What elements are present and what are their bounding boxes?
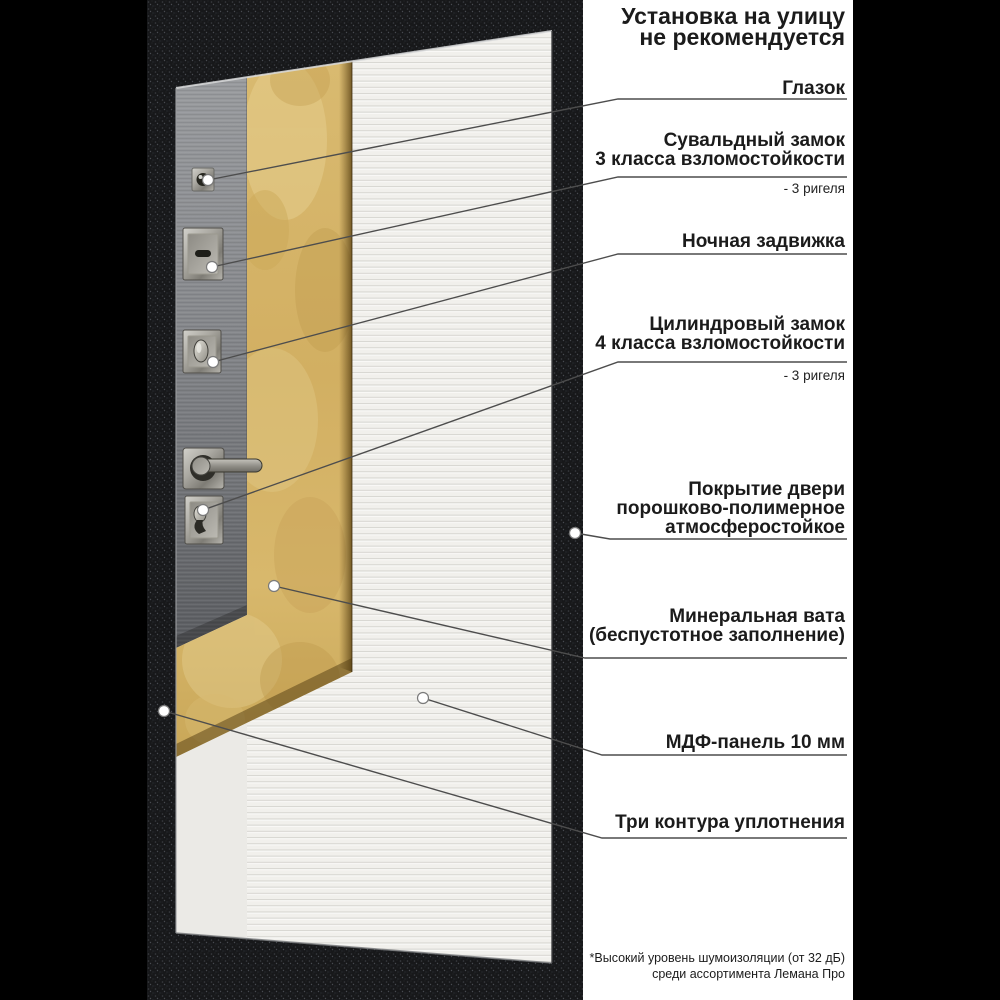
callout-peephole-text: Глазок — [782, 78, 845, 99]
mdf-panel-flat-margin — [176, 722, 247, 937]
marker-dot-seals — [159, 706, 170, 717]
marker-dot-coating — [570, 528, 581, 539]
marker-dot-mdf-panel — [418, 693, 429, 704]
callout-mineral-wool-text: Минеральная вата — [669, 606, 845, 627]
callout-cylinder-lock-text: 4 класса взломостойкости — [595, 333, 845, 354]
footnote-line1: *Высокий уровень шумоизоляции (от 32 дБ) — [589, 951, 845, 965]
callout-suvald-lock-text: Сувальдный замок — [663, 130, 845, 151]
callout-peephole — [782, 79, 845, 98]
callout-mineral-wool-text: (беспустотное заполнение) — [588, 625, 845, 646]
callout-coating-text: Покрытие двери — [688, 479, 845, 500]
callout-night-latch-text: Ночная задвижка — [681, 231, 845, 252]
marker-dot-peephole — [203, 175, 214, 186]
page-title — [621, 3, 845, 50]
footnote — [590, 950, 845, 982]
footnote-line2: среди ассортимента Лемана Про — [652, 967, 845, 981]
cylinder-lock — [185, 496, 223, 544]
callout-seals — [615, 813, 845, 832]
callout-cylinder-lock-note: - 3 ригеля — [783, 368, 845, 383]
callout-coating — [616, 480, 845, 537]
callout-suvald-lock-note: - 3 ригеля — [783, 181, 845, 196]
marker-dot-mineral-wool — [269, 581, 280, 592]
callout-coating-text: атмосферостойкое — [665, 517, 845, 538]
callout-night-latch — [682, 232, 845, 251]
callout-mdf-panel-text: МДФ-панель 10 мм — [665, 732, 845, 753]
callout-suvald-lock — [595, 131, 845, 169]
marker-dot-suvald-lock — [207, 262, 218, 273]
page-title-line2: не рекомендуется — [639, 24, 845, 50]
callout-coating-text: порошково-полимерное — [616, 498, 845, 519]
callout-seals-text: Три контура уплотнения — [615, 812, 845, 833]
callout-mdf-panel — [666, 733, 845, 752]
callout-cylinder-lock-text: Цилиндровый замок — [649, 314, 845, 335]
page-title-line1: Установка на улицу — [621, 3, 845, 29]
marker-dot-cylinder-lock — [198, 505, 209, 516]
suvald-lock — [183, 228, 223, 280]
marker-dot-night-latch — [208, 357, 219, 368]
callout-cylinder-lock — [595, 315, 845, 353]
callout-mineral-wool — [589, 607, 845, 645]
callout-suvald-lock-text: 3 класса взломостойкости — [595, 149, 845, 170]
